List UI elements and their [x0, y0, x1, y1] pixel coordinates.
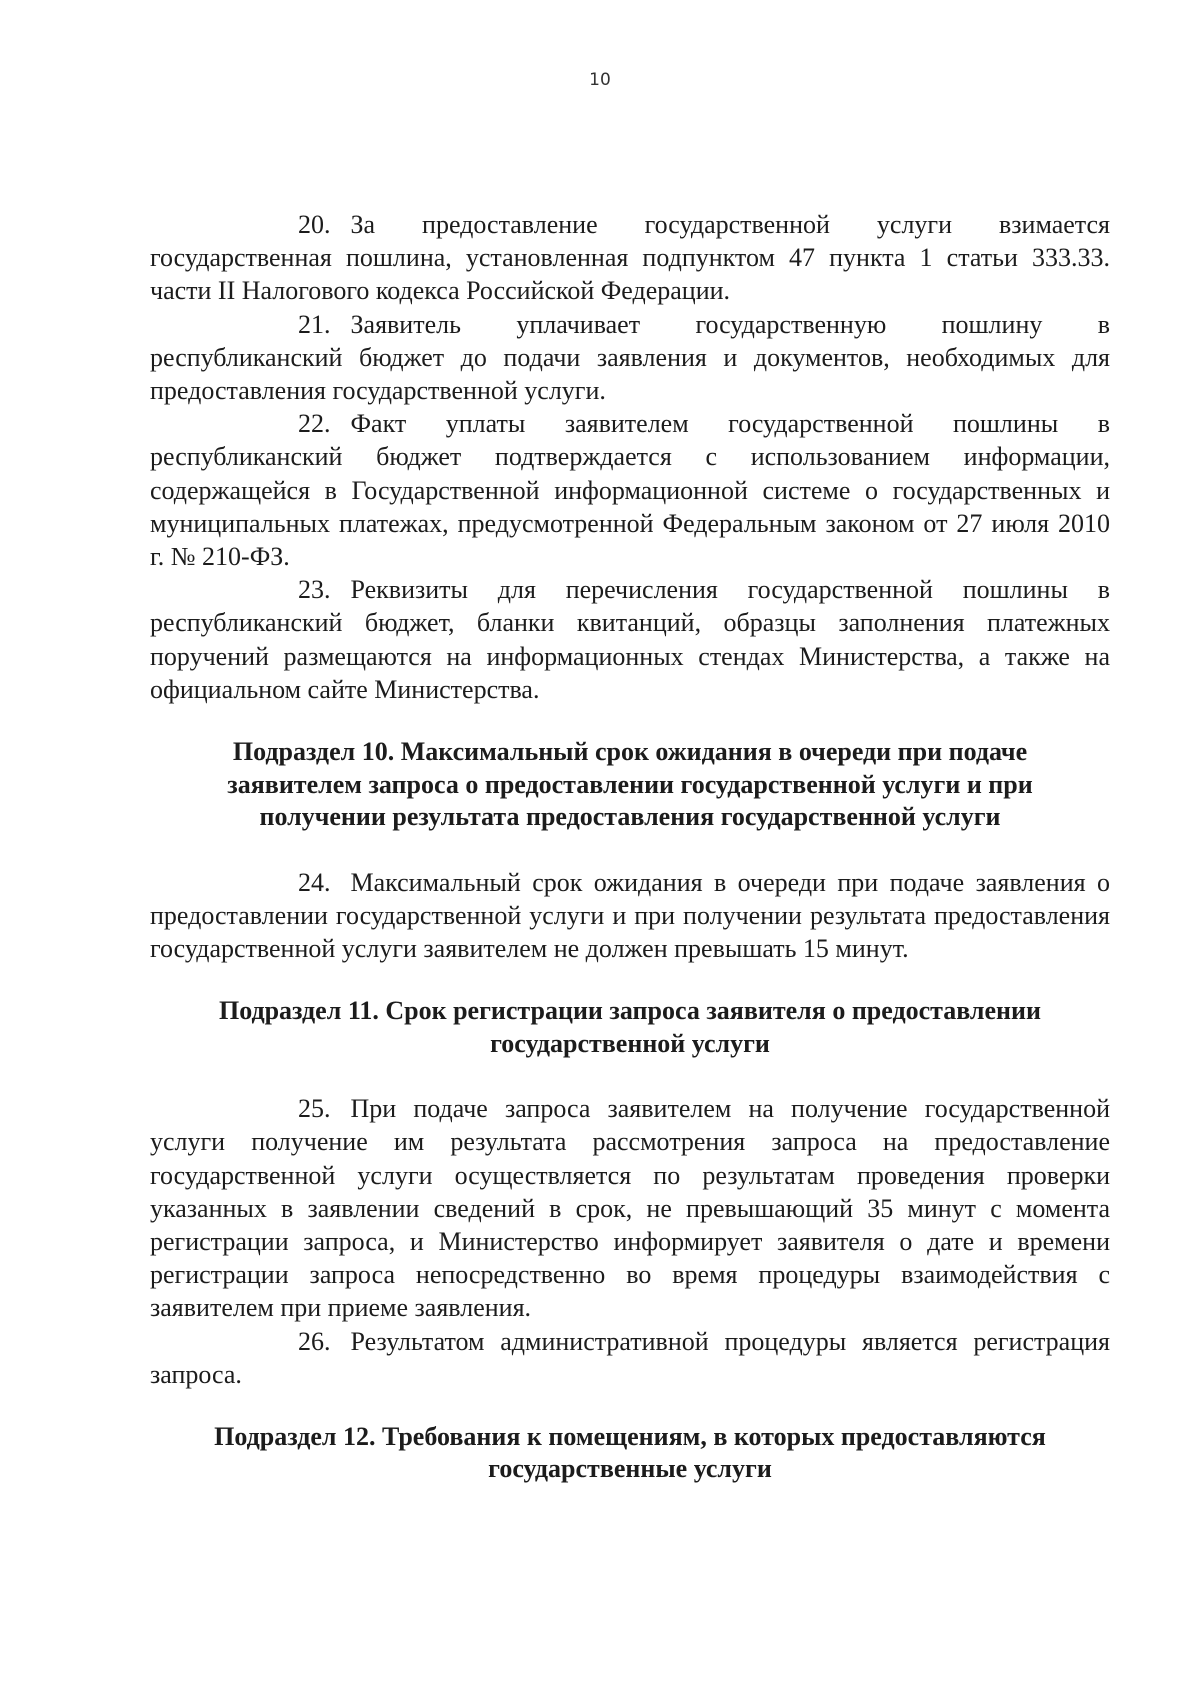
heading-line: Подраздел 12. Требования к помещениям, в которых предоставляются — [214, 1421, 1046, 1451]
heading-line: получении результата предоставления государственной услуги — [259, 802, 1001, 832]
paragraph-text: Результатом административной процедуры является регистрация запроса. — [150, 1326, 1110, 1389]
paragraph-text: При подаче запроса заявителем на получение государственной услуги получение им результата рассмотрения запроса на предоставление государственной услуги осуществляется по результатам проведения проверки указанных в заявлении сведений в срок, не превышающий 35 минут с момента регистрации запроса, и Министерство информирует заявителя о дате и времени регистрации запроса непосредственно во время процедуры взаимодействия с заявителем при приеме заявления. — [150, 1094, 1110, 1323]
paragraph-number: 24. — [298, 867, 331, 897]
paragraph-23 — [150, 573, 1110, 706]
paragraph-number: 22. — [298, 409, 331, 439]
paragraph-22 — [150, 407, 1110, 573]
page-number: 10 — [589, 70, 611, 90]
document-body — [150, 208, 1110, 1486]
heading-line: Подраздел 11. Срок регистрации запроса заявителя о предоставлении — [218, 996, 1042, 1026]
subsection-12-heading — [150, 1421, 1110, 1486]
heading-line: государственной услуги — [490, 1028, 770, 1058]
paragraph-number: 23. — [298, 575, 331, 605]
paragraph-number: 25. — [298, 1094, 331, 1124]
paragraph-number: 20. — [298, 210, 331, 239]
paragraph-26 — [150, 1325, 1110, 1391]
subsection-10-heading — [150, 736, 1110, 834]
paragraph-text: Заявитель уплачивает государственную пошлину в республиканский бюджет до подачи заявления и документов, необходимых для предоставления государственной услуги. — [150, 309, 1110, 406]
heading-line: заявителем запроса о предоставлении государственной услуги и при — [227, 769, 1033, 799]
paragraph-text: Реквизиты для перечисления государственной пошлины в республиканский бюджет, бланки квитанций, образцы заполнения платежных поручений размещаются на информационных стендах Министерства, а также на официальном сайте Министерства. — [150, 575, 1110, 704]
paragraph-24 — [150, 866, 1110, 966]
paragraph-21 — [150, 308, 1110, 408]
heading-line: государственные услуги — [488, 1454, 772, 1484]
paragraph-20 — [150, 208, 1110, 308]
paragraph-number: 26. — [298, 1326, 331, 1356]
paragraph-text: Факт уплаты заявителем государственной пошлины в республиканский бюджет подтверждается с использованием информации, содержащейся в Государственной информационной системе о государственных и муниципальных платежах, предусмотренной Федеральным законом от 27 июля 2010 г. № 210-ФЗ. — [150, 409, 1110, 572]
heading-line: Подраздел 10. Максимальный срок ожидания в очереди при подаче — [232, 737, 1028, 767]
paragraph-25 — [150, 1092, 1110, 1324]
subsection-11-heading — [150, 995, 1110, 1060]
paragraph-text: За предоставление государственной услуги взимается государственная пошлина, установленная подпунктом 47 пункта 1 статьи 333.33. части II Налогового кодекса Российской Федерации. — [150, 210, 1110, 306]
paragraph-text: Максимальный срок ожидания в очереди при подаче заявления о предоставлении государственной услуги и при получении результата предоставления государственной услуги заявителем не должен превышать 15 минут. — [150, 867, 1110, 963]
paragraph-number: 21. — [298, 309, 331, 339]
